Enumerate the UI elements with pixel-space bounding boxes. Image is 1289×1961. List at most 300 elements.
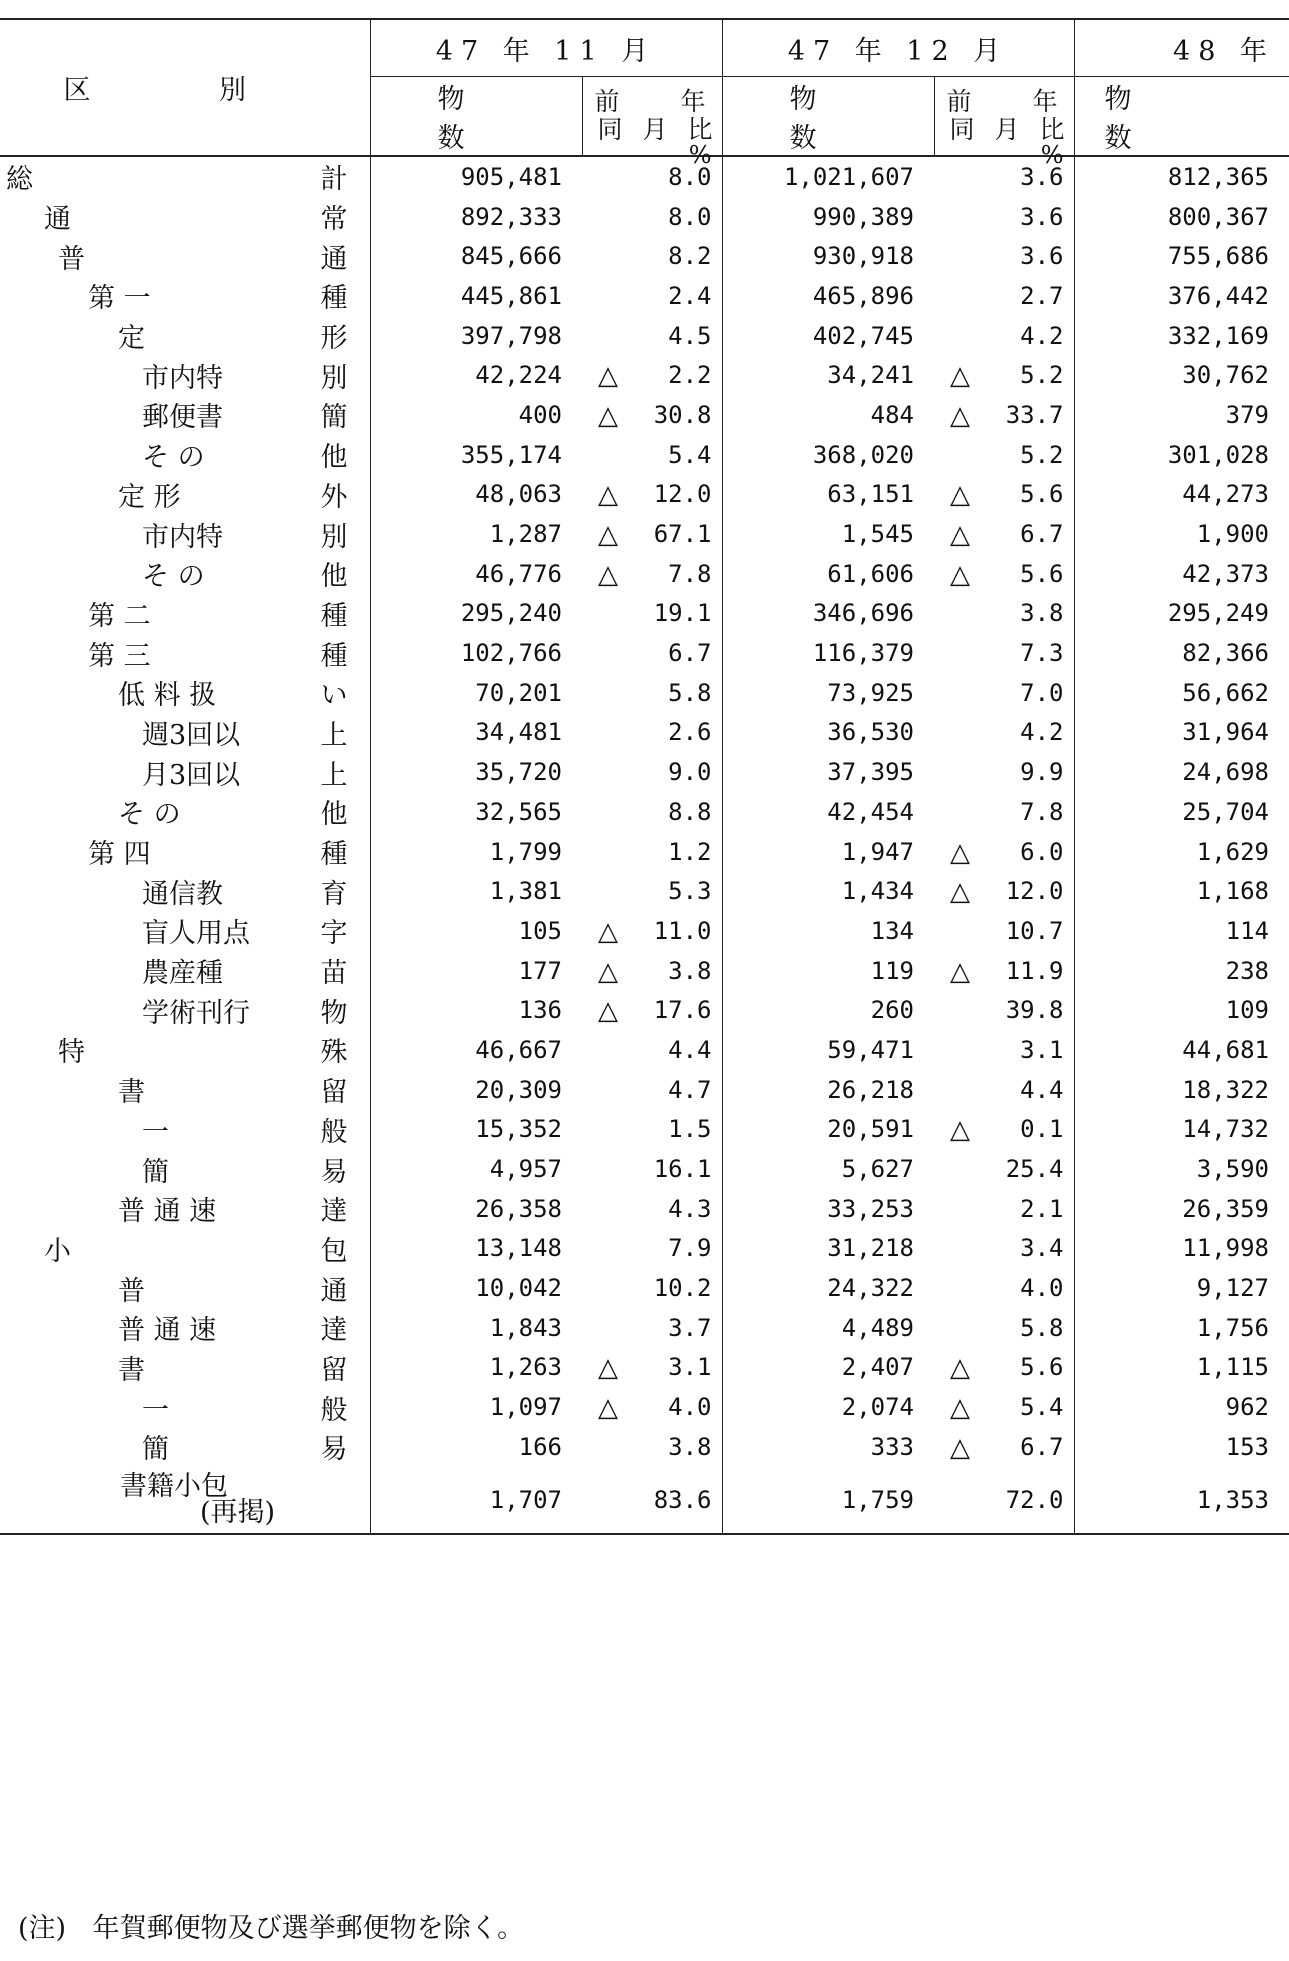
row-label-inner bbox=[0, 1269, 370, 1308]
row-label-end: 他 bbox=[320, 799, 348, 831]
row-label-end: 留 bbox=[320, 1077, 348, 1109]
ratio-value: 5.8 bbox=[668, 678, 712, 707]
row-label-end: 達 bbox=[320, 1315, 348, 1347]
yoy-ratio-nov bbox=[582, 594, 722, 634]
row-label-end: 種 bbox=[320, 283, 348, 315]
count-48: 42,373 bbox=[1074, 554, 1289, 594]
row-label-end: 他 bbox=[320, 442, 348, 474]
yoy-ratio-dec bbox=[934, 594, 1074, 634]
ratio-value: 2.2 bbox=[668, 361, 712, 390]
count-nov: 166 bbox=[370, 1427, 582, 1467]
count-dec: 73,925 bbox=[722, 673, 934, 713]
yoy-ratio-nov bbox=[582, 1308, 722, 1348]
ratio-value: 67.1 bbox=[653, 520, 712, 549]
count-dec: 2,407 bbox=[722, 1348, 934, 1388]
header-category: 区 別 bbox=[0, 19, 370, 156]
table-row bbox=[0, 475, 1289, 515]
count-nov: 4,957 bbox=[370, 1149, 582, 1189]
row-label bbox=[0, 1149, 370, 1189]
row-label-end: い bbox=[320, 680, 348, 712]
ratio-bottom: 同 月 比 bbox=[949, 115, 1071, 144]
table-body bbox=[0, 141, 1289, 1534]
row-label bbox=[0, 1070, 370, 1110]
yoy-ratio-dec bbox=[934, 475, 1074, 515]
yoy-ratio-dec bbox=[934, 1189, 1074, 1229]
table-row bbox=[0, 435, 1289, 475]
row-label-main: 一 bbox=[142, 1116, 169, 1148]
row-label-end: 常 bbox=[320, 204, 348, 236]
row-label-main: 普 bbox=[118, 1275, 145, 1307]
row-label-main: 第 三 bbox=[88, 640, 151, 672]
yoy-ratio-nov bbox=[582, 1387, 722, 1427]
ratio-value: 0.1 bbox=[1020, 1115, 1064, 1144]
count-dec: 990,389 bbox=[722, 197, 934, 237]
row-label-end: 育 bbox=[320, 878, 348, 910]
statistics-table-page bbox=[0, 18, 1289, 1944]
row-label-main: 農産種 bbox=[142, 958, 223, 990]
count-48: 18,322 bbox=[1074, 1070, 1289, 1110]
count-dec: 4,489 bbox=[722, 1308, 934, 1348]
count-nov: 26,358 bbox=[370, 1189, 582, 1229]
yoy-ratio-nov bbox=[582, 1268, 722, 1308]
row-label-end: 通 bbox=[320, 243, 348, 275]
decrease-triangle-icon: △ bbox=[950, 1353, 970, 1384]
row-label bbox=[0, 156, 370, 197]
yoy-ratio-nov bbox=[582, 1427, 722, 1467]
header-count-3: 物 数 bbox=[1074, 77, 1289, 157]
row-label-main: 書 bbox=[118, 1077, 145, 1109]
row-label-end: 計 bbox=[320, 164, 348, 196]
count-nov: 13,148 bbox=[370, 1229, 582, 1269]
row-label-main: そ の bbox=[118, 799, 181, 831]
row-label-inner bbox=[0, 515, 370, 554]
table-row bbox=[0, 1030, 1289, 1070]
count-dec: 119 bbox=[722, 951, 934, 991]
ratio-top-right: 年 bbox=[1032, 87, 1064, 116]
row-label-main: そ の bbox=[142, 442, 205, 474]
row-label bbox=[0, 911, 370, 951]
count-48: 44,273 bbox=[1074, 475, 1289, 515]
ratio-value: 8.8 bbox=[668, 797, 712, 826]
ratio-value: 16.1 bbox=[653, 1155, 712, 1184]
decrease-triangle-icon: △ bbox=[598, 400, 618, 431]
ratio-value: 5.6 bbox=[1020, 559, 1064, 588]
row-label-main: 小 bbox=[44, 1235, 71, 1267]
row-label bbox=[0, 1427, 370, 1467]
table-row bbox=[0, 673, 1289, 713]
row-label-end: 物 bbox=[320, 997, 348, 1029]
row-label-main: 定 形 bbox=[118, 481, 181, 513]
count-nov: 1,799 bbox=[370, 832, 582, 872]
count-nov: 46,776 bbox=[370, 554, 582, 594]
count-48: 30,762 bbox=[1074, 355, 1289, 395]
count-nov: 46,667 bbox=[370, 1030, 582, 1070]
table-row bbox=[0, 594, 1289, 634]
count-48: 1,900 bbox=[1074, 514, 1289, 554]
count-dec: 5,627 bbox=[722, 1149, 934, 1189]
row-label bbox=[0, 713, 370, 753]
yoy-ratio-dec bbox=[934, 713, 1074, 753]
row-label bbox=[0, 236, 370, 276]
count-nov: 905,481 bbox=[370, 156, 582, 197]
yoy-ratio-dec bbox=[934, 752, 1074, 792]
ratio-value: 2.1 bbox=[1020, 1194, 1064, 1223]
footnote bbox=[18, 1906, 524, 1945]
row-label-end: 形 bbox=[320, 323, 348, 355]
ratio-value: 11.0 bbox=[653, 916, 712, 945]
count-dec: 36,530 bbox=[722, 713, 934, 753]
count-48: 800,367 bbox=[1074, 197, 1289, 237]
ratio-value: 4.4 bbox=[1020, 1075, 1064, 1104]
count-48: 755,686 bbox=[1074, 236, 1289, 276]
decrease-triangle-icon: △ bbox=[598, 956, 618, 987]
table-row bbox=[0, 1387, 1289, 1427]
decrease-triangle-icon: △ bbox=[950, 361, 970, 392]
yoy-ratio-dec bbox=[934, 1030, 1074, 1070]
count-48: 82,366 bbox=[1074, 633, 1289, 673]
header-period-2: 47 年 12 月 bbox=[722, 19, 1074, 77]
yoy-ratio-dec bbox=[934, 1110, 1074, 1150]
ratio-value: 6.0 bbox=[1020, 837, 1064, 866]
count-nov: 20,309 bbox=[370, 1070, 582, 1110]
decrease-triangle-icon: △ bbox=[598, 1353, 618, 1384]
yoy-ratio-nov bbox=[582, 911, 722, 951]
row-label-end: 易 bbox=[320, 1434, 348, 1466]
ratio-value: 10.7 bbox=[1005, 916, 1064, 945]
row-label-inner bbox=[0, 197, 370, 236]
count-48: 3,590 bbox=[1074, 1149, 1289, 1189]
row-label-main: 簡 bbox=[142, 1156, 169, 1188]
row-label-line2: (再掲) bbox=[200, 1496, 276, 1528]
ratio-value: 8.0 bbox=[668, 202, 712, 231]
count-dec: 1,545 bbox=[722, 514, 934, 554]
count-48: 1,168 bbox=[1074, 871, 1289, 911]
count-nov: 42,224 bbox=[370, 355, 582, 395]
row-label-main: 市内特 bbox=[142, 521, 223, 553]
row-label-end: 般 bbox=[320, 1116, 348, 1148]
ratio-value: 6.7 bbox=[1020, 1432, 1064, 1461]
yoy-ratio-nov bbox=[582, 475, 722, 515]
row-label bbox=[0, 951, 370, 991]
row-label-two-line bbox=[0, 1470, 370, 1528]
row-label-main: 低 料 扱 bbox=[118, 680, 217, 712]
count-48: 812,365 bbox=[1074, 156, 1289, 197]
table-row bbox=[0, 1308, 1289, 1348]
table-row bbox=[0, 911, 1289, 951]
decrease-triangle-icon: △ bbox=[598, 361, 618, 392]
ratio-value: 4.3 bbox=[668, 1194, 712, 1223]
count-dec: 24,322 bbox=[722, 1268, 934, 1308]
table-row-book-parcel bbox=[0, 1467, 1289, 1534]
footnote-head: (注) bbox=[18, 1913, 67, 1944]
table-row bbox=[0, 792, 1289, 832]
yoy-ratio-dec bbox=[934, 1149, 1074, 1189]
table-row bbox=[0, 713, 1289, 753]
count-nov: 136 bbox=[370, 990, 582, 1030]
row-label bbox=[0, 316, 370, 356]
ratio-value: 5.3 bbox=[668, 877, 712, 906]
row-label-main: 定 bbox=[118, 323, 145, 355]
yoy-ratio-dec bbox=[934, 1308, 1074, 1348]
decrease-triangle-icon: △ bbox=[950, 877, 970, 908]
count-nov: 48,063 bbox=[370, 475, 582, 515]
ratio-value: 39.8 bbox=[1005, 996, 1064, 1025]
yoy-ratio-nov bbox=[582, 713, 722, 753]
row-label-inner bbox=[0, 1308, 370, 1347]
ratio-value: 5.6 bbox=[1020, 1353, 1064, 1382]
ratio-value: 3.6 bbox=[1020, 162, 1064, 191]
table-row bbox=[0, 633, 1289, 673]
yoy-ratio-dec bbox=[934, 990, 1074, 1030]
row-label-main: 総 bbox=[6, 164, 33, 196]
count-nov: 1,097 bbox=[370, 1387, 582, 1427]
row-label-end: 他 bbox=[320, 561, 348, 593]
count-48: 153 bbox=[1074, 1427, 1289, 1467]
row-label-inner bbox=[0, 594, 370, 633]
yoy-ratio-dec bbox=[934, 1070, 1074, 1110]
yoy-ratio-dec bbox=[934, 554, 1074, 594]
yoy-ratio-dec bbox=[934, 395, 1074, 435]
row-label-end: 易 bbox=[320, 1156, 348, 1188]
row-label-inner bbox=[0, 316, 370, 355]
count-dec: 37,395 bbox=[722, 752, 934, 792]
row-label-main: 簡 bbox=[142, 1434, 169, 1466]
ratio-value: 30.8 bbox=[653, 400, 712, 429]
yoy-ratio-nov: 83.6 bbox=[582, 1467, 722, 1534]
ratio-value: 5.2 bbox=[1020, 361, 1064, 390]
ratio-value: 11.9 bbox=[1005, 956, 1064, 985]
yoy-ratio-nov bbox=[582, 1348, 722, 1388]
table-row bbox=[0, 990, 1289, 1030]
ratio-value: 3.6 bbox=[1020, 242, 1064, 271]
ratio-value: 5.6 bbox=[1020, 480, 1064, 509]
count-dec: 484 bbox=[722, 395, 934, 435]
row-label-main: そ の bbox=[142, 561, 205, 593]
ratio-top-left: 前 bbox=[946, 87, 972, 116]
yoy-ratio-dec bbox=[934, 514, 1074, 554]
decrease-triangle-icon: △ bbox=[950, 559, 970, 590]
ratio-value: 1.2 bbox=[668, 837, 712, 866]
count-nov: 10,042 bbox=[370, 1268, 582, 1308]
yoy-ratio-nov bbox=[582, 316, 722, 356]
row-label-main: 第 二 bbox=[88, 600, 151, 632]
count-nov: 445,861 bbox=[370, 276, 582, 316]
table-row bbox=[0, 832, 1289, 872]
row-label-inner bbox=[0, 832, 370, 871]
yoy-ratio-nov bbox=[582, 832, 722, 872]
yoy-ratio-nov bbox=[582, 871, 722, 911]
count-nov: 70,201 bbox=[370, 673, 582, 713]
ratio-value: 3.1 bbox=[1020, 1035, 1064, 1064]
row-label bbox=[0, 1268, 370, 1308]
ratio-value: 4.4 bbox=[668, 1035, 712, 1064]
count-48: 962 bbox=[1074, 1387, 1289, 1427]
row-label-end: 通 bbox=[320, 1275, 348, 1307]
row-label bbox=[0, 633, 370, 673]
yoy-ratio-dec bbox=[934, 792, 1074, 832]
count-48: 114 bbox=[1074, 911, 1289, 951]
row-label-inner bbox=[0, 157, 370, 196]
ratio-value: 7.8 bbox=[668, 559, 712, 588]
ratio-value: 5.4 bbox=[668, 440, 712, 469]
count-48: 44,681 bbox=[1074, 1030, 1289, 1070]
decrease-triangle-icon: △ bbox=[950, 400, 970, 431]
row-label-inner bbox=[0, 395, 370, 434]
yoy-ratio-nov bbox=[582, 1110, 722, 1150]
yoy-ratio-nov bbox=[582, 752, 722, 792]
row-label bbox=[0, 832, 370, 872]
decrease-triangle-icon: △ bbox=[950, 520, 970, 551]
count-48: 376,442 bbox=[1074, 276, 1289, 316]
decrease-triangle-icon: △ bbox=[598, 559, 618, 590]
row-label-end: 別 bbox=[320, 362, 348, 394]
row-label-end: 種 bbox=[320, 640, 348, 672]
row-label-main: 一 bbox=[142, 1394, 169, 1426]
yoy-ratio-dec bbox=[934, 1229, 1074, 1269]
yoy-ratio-nov bbox=[582, 951, 722, 991]
ratio-value: 17.6 bbox=[653, 996, 712, 1025]
ratio-value: 5.8 bbox=[1020, 1313, 1064, 1342]
count-48: 1,629 bbox=[1074, 832, 1289, 872]
yoy-ratio-nov bbox=[582, 1030, 722, 1070]
table-row bbox=[0, 197, 1289, 237]
count-nov: 400 bbox=[370, 395, 582, 435]
count-dec: 402,745 bbox=[722, 316, 934, 356]
count-dec: 31,218 bbox=[722, 1229, 934, 1269]
ratio-value: 9.0 bbox=[668, 758, 712, 787]
row-label-inner bbox=[0, 872, 370, 911]
count-48: 295,249 bbox=[1074, 594, 1289, 634]
row-label-main: 普 通 速 bbox=[118, 1315, 217, 1347]
row-label-inner bbox=[0, 1388, 370, 1427]
percent-sign: % bbox=[1040, 141, 1064, 169]
count-48: 1,756 bbox=[1074, 1308, 1289, 1348]
table-row bbox=[0, 752, 1289, 792]
row-label bbox=[0, 1308, 370, 1348]
row-label-inner bbox=[0, 1229, 370, 1268]
row-label bbox=[0, 1189, 370, 1229]
count-nov: 1,707 bbox=[370, 1467, 582, 1534]
yoy-ratio-dec bbox=[934, 1268, 1074, 1308]
count-nov: 1,263 bbox=[370, 1348, 582, 1388]
yoy-ratio-dec bbox=[934, 435, 1074, 475]
row-label bbox=[0, 792, 370, 832]
count-48: 11,998 bbox=[1074, 1229, 1289, 1269]
count-dec: 1,434 bbox=[722, 871, 934, 911]
count-48: 332,169 bbox=[1074, 316, 1289, 356]
table-row bbox=[0, 554, 1289, 594]
row-label-inner bbox=[0, 911, 370, 950]
ratio-value: 7.9 bbox=[668, 1234, 712, 1263]
table-row bbox=[0, 156, 1289, 197]
ratio-value: 2.7 bbox=[1020, 281, 1064, 310]
row-label-inner bbox=[0, 1150, 370, 1189]
row-label-end: 苗 bbox=[320, 958, 348, 990]
row-label-main: 月3回以 bbox=[142, 759, 241, 791]
ratio-value: 33.7 bbox=[1005, 400, 1064, 429]
count-nov: 105 bbox=[370, 911, 582, 951]
yoy-ratio-nov bbox=[582, 236, 722, 276]
ratio-value: 9.9 bbox=[1020, 758, 1064, 787]
count-nov: 397,798 bbox=[370, 316, 582, 356]
ratio-value: 3.8 bbox=[668, 1432, 712, 1461]
row-label-end: 殊 bbox=[320, 1037, 348, 1069]
count-nov: 295,240 bbox=[370, 594, 582, 634]
ratio-value: 5.4 bbox=[1020, 1393, 1064, 1422]
count-nov: 1,287 bbox=[370, 514, 582, 554]
header-count-1: 物 数 bbox=[370, 77, 582, 157]
yoy-ratio-dec bbox=[934, 1387, 1074, 1427]
yoy-ratio-nov bbox=[582, 1189, 722, 1229]
count-48: 109 bbox=[1074, 990, 1289, 1030]
yoy-ratio-dec bbox=[934, 236, 1074, 276]
row-label-end: 上 bbox=[320, 759, 348, 791]
row-label-inner bbox=[0, 713, 370, 752]
row-label-main: 通信教 bbox=[142, 878, 223, 910]
row-label bbox=[0, 1348, 370, 1388]
row-label-end: 留 bbox=[320, 1354, 348, 1386]
row-label-inner bbox=[0, 1348, 370, 1387]
yoy-ratio-dec bbox=[934, 951, 1074, 991]
decrease-triangle-icon: △ bbox=[598, 916, 618, 947]
count-dec: 63,151 bbox=[722, 475, 934, 515]
count-48: 31,964 bbox=[1074, 713, 1289, 753]
row-label-inner bbox=[0, 1070, 370, 1109]
yoy-ratio-nov bbox=[582, 276, 722, 316]
ratio-value: 6.7 bbox=[1020, 520, 1064, 549]
yoy-ratio-nov bbox=[582, 1229, 722, 1269]
ratio-bottom: 同 月 比 bbox=[597, 115, 719, 144]
ratio-value: 3.7 bbox=[668, 1313, 712, 1342]
ratio-value: 3.1 bbox=[668, 1353, 712, 1382]
ratio-value: 25.4 bbox=[1005, 1155, 1064, 1184]
row-label-end: 簡 bbox=[320, 402, 348, 434]
ratio-value: 8.0 bbox=[668, 162, 712, 191]
count-48: 56,662 bbox=[1074, 673, 1289, 713]
footnote-text: 年賀郵便物及び選挙郵便物を除く。 bbox=[92, 1913, 525, 1944]
ratio-value: 3.8 bbox=[668, 956, 712, 985]
row-label bbox=[0, 355, 370, 395]
row-label-end: 上 bbox=[320, 719, 348, 751]
yoy-ratio-nov bbox=[582, 990, 722, 1030]
row-label-end: 包 bbox=[320, 1235, 348, 1267]
row-label-end: 外 bbox=[320, 481, 348, 513]
row-label bbox=[0, 197, 370, 237]
count-48: 238 bbox=[1074, 951, 1289, 991]
table-row bbox=[0, 951, 1289, 991]
row-label-inner bbox=[0, 753, 370, 792]
decrease-triangle-icon: △ bbox=[598, 996, 618, 1027]
count-dec: 116,379 bbox=[722, 633, 934, 673]
ratio-value: 4.5 bbox=[668, 321, 712, 350]
row-label bbox=[0, 514, 370, 554]
count-48: 14,732 bbox=[1074, 1110, 1289, 1150]
row-label-inner bbox=[0, 792, 370, 831]
yoy-ratio-nov bbox=[582, 395, 722, 435]
yoy-ratio-dec bbox=[934, 276, 1074, 316]
table-row bbox=[0, 355, 1289, 395]
yoy-ratio-nov bbox=[582, 633, 722, 673]
row-label-line1: 書籍小包 bbox=[120, 1470, 228, 1502]
count-dec: 34,241 bbox=[722, 355, 934, 395]
count-nov: 1,843 bbox=[370, 1308, 582, 1348]
yoy-ratio-dec bbox=[934, 832, 1074, 872]
table-row bbox=[0, 1268, 1289, 1308]
count-dec: 1,759 bbox=[722, 1467, 934, 1534]
row-label-main: 市内特 bbox=[142, 362, 223, 394]
row-label-end: 種 bbox=[320, 839, 348, 871]
ratio-value: 4.0 bbox=[1020, 1274, 1064, 1303]
